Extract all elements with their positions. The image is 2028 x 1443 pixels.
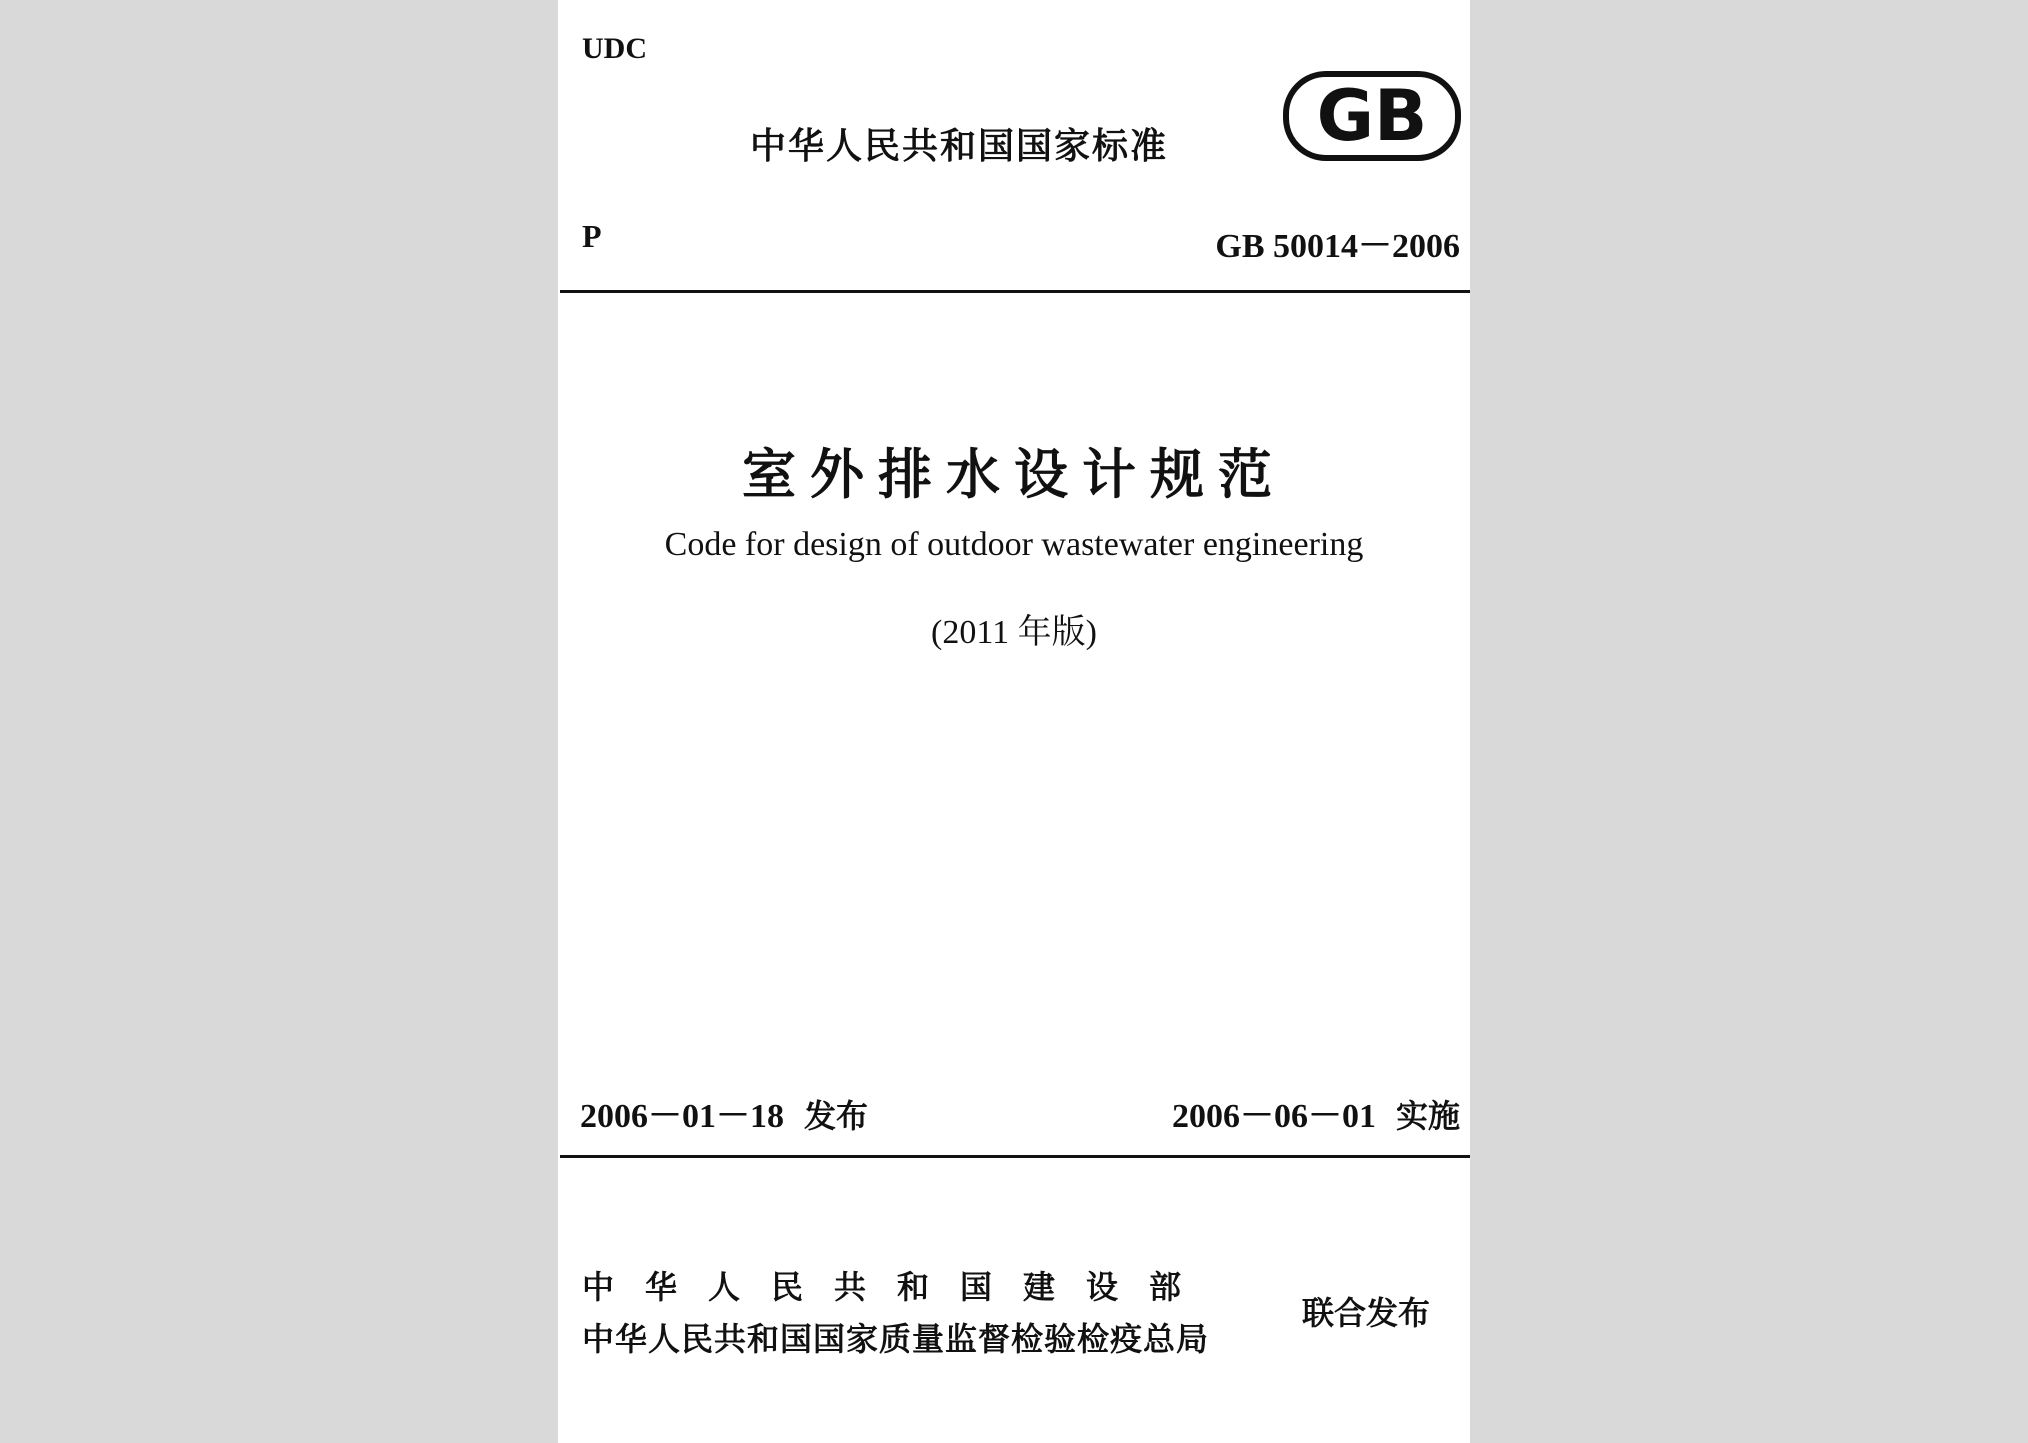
category-code: P: [582, 218, 602, 254]
title-english: Code for design of outdoor wastewater engineering: [664, 526, 1364, 563]
gb-logo-icon: [1282, 70, 1462, 162]
standard-number: GB 50014－2006: [1215, 228, 1460, 265]
issued-date: 2006－01－18: [580, 1098, 784, 1135]
document-page: [558, 0, 1470, 1443]
publisher-ministry: 中华人民共和国建设部: [582, 1268, 1213, 1306]
issued-date-line: [580, 1088, 868, 1137]
footer-divider: [560, 1155, 1470, 1158]
issued-label: 发布: [804, 1097, 869, 1135]
header-divider: [560, 290, 1470, 293]
title-chinese: 室外排水设计规范: [742, 442, 1286, 506]
effective-date: 2006－06－01: [1171, 1098, 1376, 1135]
effective-date-line: [1172, 1088, 1460, 1137]
edition-label: (2011 年版): [931, 614, 1097, 651]
svg-text:GB: GB: [1316, 75, 1428, 157]
national-standard-heading: 中华人民共和国国家标准: [750, 126, 1169, 167]
udc-label: UDC: [582, 32, 647, 65]
publisher-aqsiq: 中华人民共和国国家质量监督检验检疫总局: [582, 1320, 1210, 1358]
effective-label: 实施: [1395, 1097, 1460, 1135]
joint-publish-label: 联合发布: [1302, 1294, 1431, 1332]
